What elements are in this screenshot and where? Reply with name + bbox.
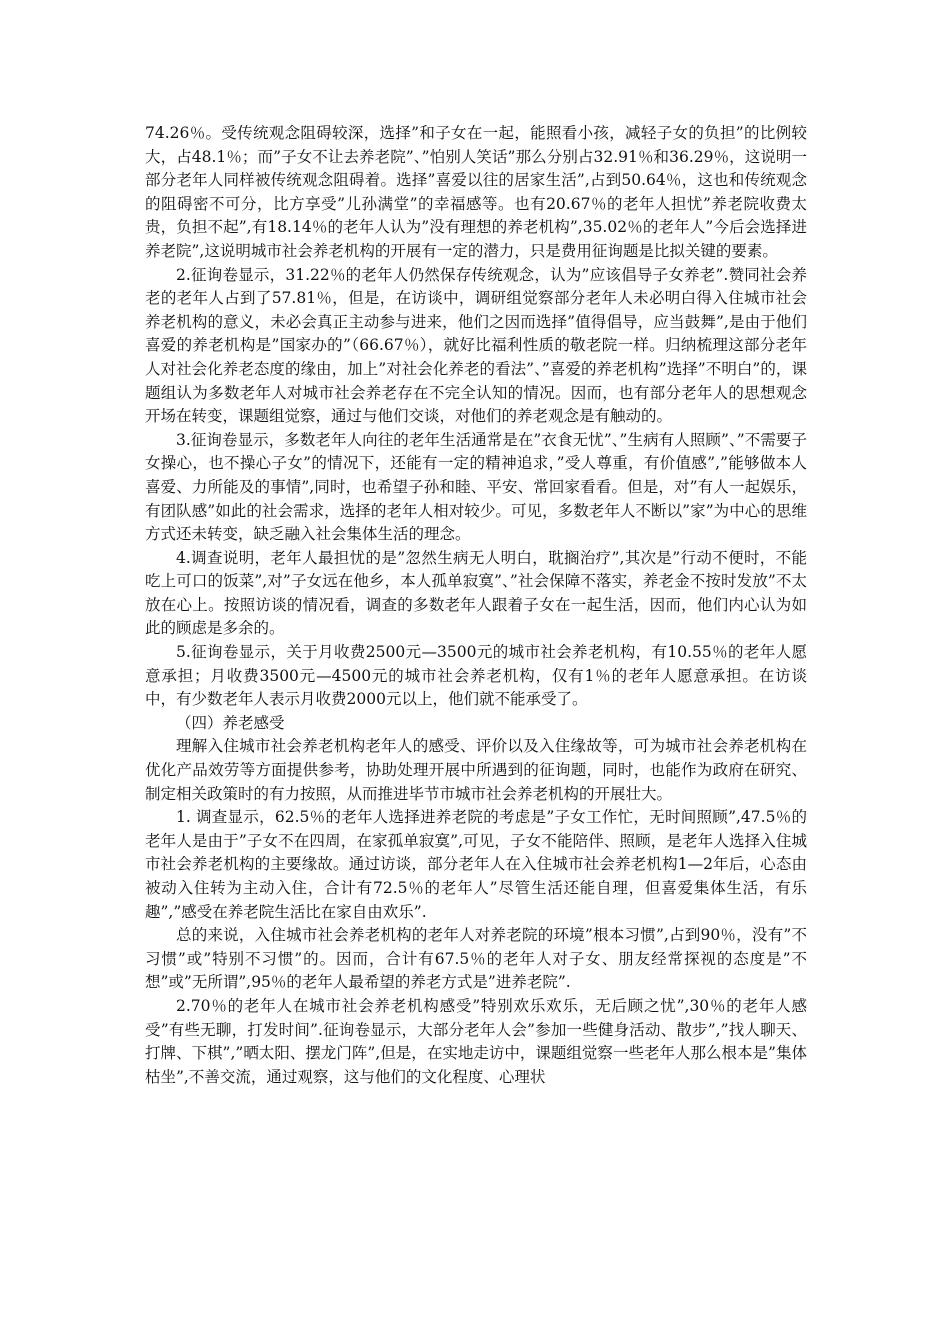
paragraph-item-2: 2.征询卷显示，31.22％的老年人仍然保存传统观念，认为”应该倡导子女养老”.赞同社会养老的老年人占到了57.81％，但是，在访谈中，调研组觉察部分老年人未必明白得入住城市社会养老机构的意义，未必会真正主动参与进来，他们之因而选择”值得倡导，应当鼓舞”,是由于他们喜爱的养老机构是”国家办的”（66.67％），就好比福利性质的敬老院一样。归纳梳理这部分老年人对社会化养老态度的缘由，加上”对社会化养老的看法”、”喜爱的养老机构”选择”不明白”的，课题组认为多数老年人对城市社会养老存在不完全认知的情况。因而，也有部分老年人的思想观念开场在转变，课题组觉察，通过与他们交谈，对他们的养老观念是有触动的。 [145, 265, 807, 426]
paragraph-continuation: 74.26％。受传统观念阻碍较深，选择”和子女在一起，能照看小孩，减轻子女的负担”的比例较大，占48.1％；而”子女不让去养老院”、”怕别人笑话”那么分别占32.91％和36.29％，这说明一部分老年人同样被传统观念阻碍着。选择”喜爱以往的居家生活”,占到50.64％，这也和传统观念的阻碍密不可分，比方享受”儿孙满堂”的幸福感等。也有20.67％的老年人担忧”养老院收费太贵，负担不起”,有18.14％的老年人认为”没有理想的养老机构”,35.02％的老年人”今后会选择进养老院”,这说明城市社会养老机构的开展有一定的潜力，只是费用征询题是比拟关键的要素。 [145, 124, 807, 260]
paragraph-item-4: 4.调查说明，老年人最担忧的是”忽然生病无人明白，耽搁治疗”,其次是”行动不便时，不能吃上可口的饭菜”,对”子女远在他乡，本人孤单寂寞”、”社会保障不落实，养老金不按时发放”不太放在心上。按照访谈的情况看，调查的多数老年人跟着子女在一起生活，因而，他们内心认为如此的顾虑是多余的。 [145, 548, 807, 638]
paragraph-feeling-2: 2.70％的老年人在城市社会养老机构感受”特别欢乐欢乐，无后顾之忧”,30％的老年人感受”有些无聊，打发时间”.征询卷显示，大部分老年人会”参加一些健身活动、散步”,”找人聊天、打牌、下棋”,”晒太阳、摆龙门阵”,但是，在实地走访中，课题组觉察一些老年人那么根本是”集体枯坐”,不善交流，通过观察，这与他们的文化程度、心理状 [145, 996, 807, 1086]
section-heading-4: （四）养老感受 [176, 713, 285, 732]
paragraph-summary: 总的来说，入住城市社会养老机构的老年人对养老院的环境”根本习惯”,占到90％，没有”不习惯”或”特别不习惯”的。因而，合计有67.5％的老年人对子女、朋友经常探视的态度是”不想”或”无所谓”,95％的老年人最希望的养老方式是”进养老院”. [145, 926, 807, 992]
paragraph-item-3: 3.征询卷显示，多数老年人向往的老年生活通常是在”衣食无忧”、”生病有人照顾”、”不需要子女操心，也不操心子女”的情况下，还能有一定的精神追求，”受人尊重，有价值感”,”能够做本人喜爱、力所能及的事情”,同时，也希望子孙和睦、平安、常回家看看。但是，对”有人一起娱乐，有团队感”如此的社会需求，选择的老年人相对较少。可见，多数老年人不断以”家”为中心的思维方式还未转变，缺乏融入社会集体生活的理念。 [145, 430, 807, 544]
paragraph-item-5: 5.征询卷显示，关于月收费2500元—3500元的城市社会养老机构，有10.55％的老年人愿意承担；月收费3500元—4500元的城市社会养老机构，仅有1％的老年人愿意承担。在访谈中，有少数老年人表示月收费2000元以上，他们就不能承受了。 [145, 643, 807, 709]
document-body [145, 122, 807, 1089]
paragraph-feeling-1: 1. 调查显示，62.5％的老年人选择进养老院的考虑是”子女工作忙，无时间照顾”,47.5％的老年人是由于”子女不在四周，在家孤单寂寞”,可见，子女不能陪伴、照顾，是老年人选择入住城市社会养老机构的主要缘故。通过访谈，部分老年人在入住城市社会养老机构1—2年后，心态由被动入住转为主动入住，合计有72.5％的老年人”尽管生活还能自理，但喜爱集体生活，有乐趣”,”感受在养老院生活比在家自由欢乐”. [145, 808, 807, 921]
paragraph-section-intro: 理解入住城市社会养老机构老年人的感受、评价以及入住缘故等，可为城市社会养老机构在优化产品效劳等方面提供参考，协助处理开展中所遇到的征询题，同时，也能作为政府在研究、制定相关政策时的有力按照，从而推进毕节市城市社会养老机构的开展壮大。 [145, 737, 807, 803]
